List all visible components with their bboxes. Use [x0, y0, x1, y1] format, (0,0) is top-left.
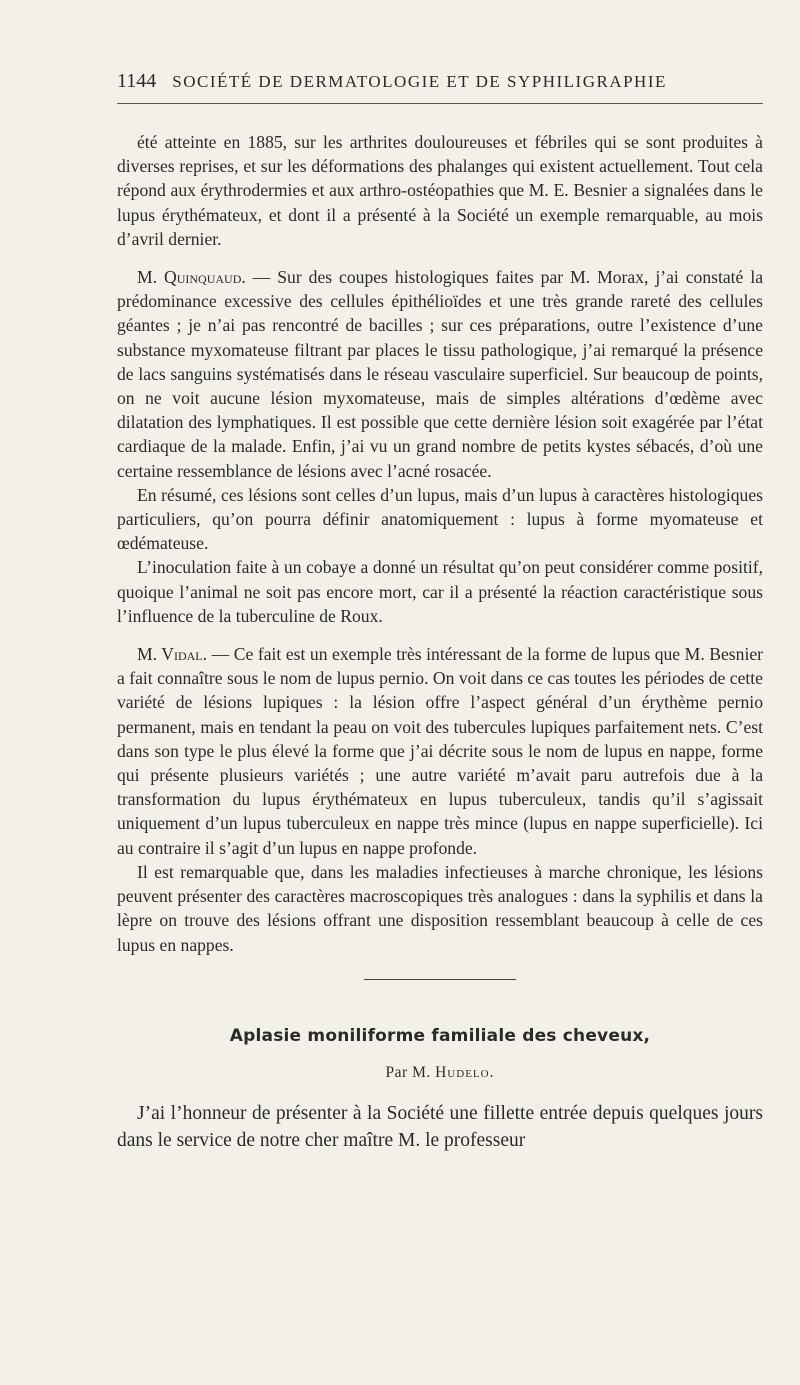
article-intro: J’ai l’honneur de présenter à la Société une fillette entrée depuis quelques jours dans le service de notre cher maître M. le professeur — [117, 1102, 763, 1151]
page — [117, 70, 763, 1154]
quinquaud-text: — Sur des coupes histologiques faites par M. Morax, j’ai constaté la prédominance excessive des cellules épithélioïdes et une très grande rareté des cellules géantes ; je n’ai pas rencontré de bacilles ; sur ces préparations, outre l’existence d’une substance myxomateuse filtrant par places le tissu pathologique, j’ai remarqué la présence de lacs sanguins systématisés dans le réseau vasculaire superficiel. Sur beaucoup de points, on ne voit aucune lésion myxomateuse, mais de simples altérations d’œdème avec dilatation des lymphatiques. Il est possible que cette dernière lésion soit exagérée par l’état cardiaque de la malade. Enfin, j’ai vu un grand nombre de petits kystes sébacés, d’où une certaine ressemblance de lésions avec l’acné rosacée. — [117, 267, 764, 481]
paragraph-vidal — [117, 642, 763, 860]
vidal-text: — Ce fait est un exemple très intéressant de la forme de lupus que M. Besnier a fait connaître sous le nom de lupus pernio. On voit dans ce cas toutes les périodes de cette variété de lésions lupiques : la lésion offre l’aspect général d’un érythème pernio permanent, mais en tendant la peau on voit des tubercules lupiques parfaitement nets. C’est dans son type le plus élevé la forme que j’ai décrite sous le nom de lupus en nappe, forme qui présente plusieurs variétés ; une autre variété m’avait paru autrefois due à la transformation du lupus érythémateux en lupus tuberculeux, tandis qu’il s’agissait uniquement d’un lupus tuberculeux en nappe très mince (lupus en nappe superficielle). Ici au contraire il s’agit d’un lupus en nappe profonde. — [117, 644, 764, 858]
byline-prefix: Par M. — [385, 1063, 436, 1081]
paragraph-inoculation: L’inoculation faite à un cobaye a donné un résultat qu’on peut considérer comme positif, quoique l’animal ne soit pas encore mort, car il a présenté la réaction caractéristique sous l’influence de la tuberculine de Roux. — [117, 557, 763, 626]
paragraph-resume: En résumé, ces lésions sont celles d’un lupus, mais d’un lupus à caractères histologiques particuliers, qu’on pourra définir anatomiquement : lupus à forme myomateuse et œdémateuse. — [117, 484, 763, 554]
paragraph-quinquaud — [117, 265, 763, 483]
running-header — [117, 70, 763, 104]
paragraph-continuation: été atteinte en 1885, sur les arthrites douloureuses et fébriles qui se sont produites à diverses reprises, et sur les déformations des phalanges qui existent actuellement. Tout cela répond aux érythrodermies et aux arthro-ostéopathies que M. E. Besnier a signalées dans le lupus érythémateux, et dont il a présenté à la Société un exemple remarquable, au mois d’avril dernier. — [117, 132, 763, 249]
speaker-quinquaud: M. Quinquaud. — [137, 267, 246, 288]
article-byline — [117, 1064, 763, 1082]
page-number: 1144 — [117, 70, 157, 92]
paragraph-remarque: Il est remarquable que, dans les maladies infectieuses à marche chronique, les lésions peuvent présenter des caractères macroscopiques très analogues : dans la syphilis et dans la lèpre on trouve des lésions offrant une disposition ressemblant beaucoup à celle de ces lupus en nappes. — [117, 861, 763, 955]
byline-author: Hudelo. — [435, 1063, 495, 1081]
section-divider — [364, 979, 516, 980]
speaker-vidal: M. Vidal. — [137, 644, 208, 665]
running-title: SOCIÉTÉ DE DERMATOLOGIE ET DE SYPHILIGRAPHIE — [172, 72, 667, 91]
article-title: Aplasie moniliforme familiale des cheveux, — [229, 1025, 651, 1046]
